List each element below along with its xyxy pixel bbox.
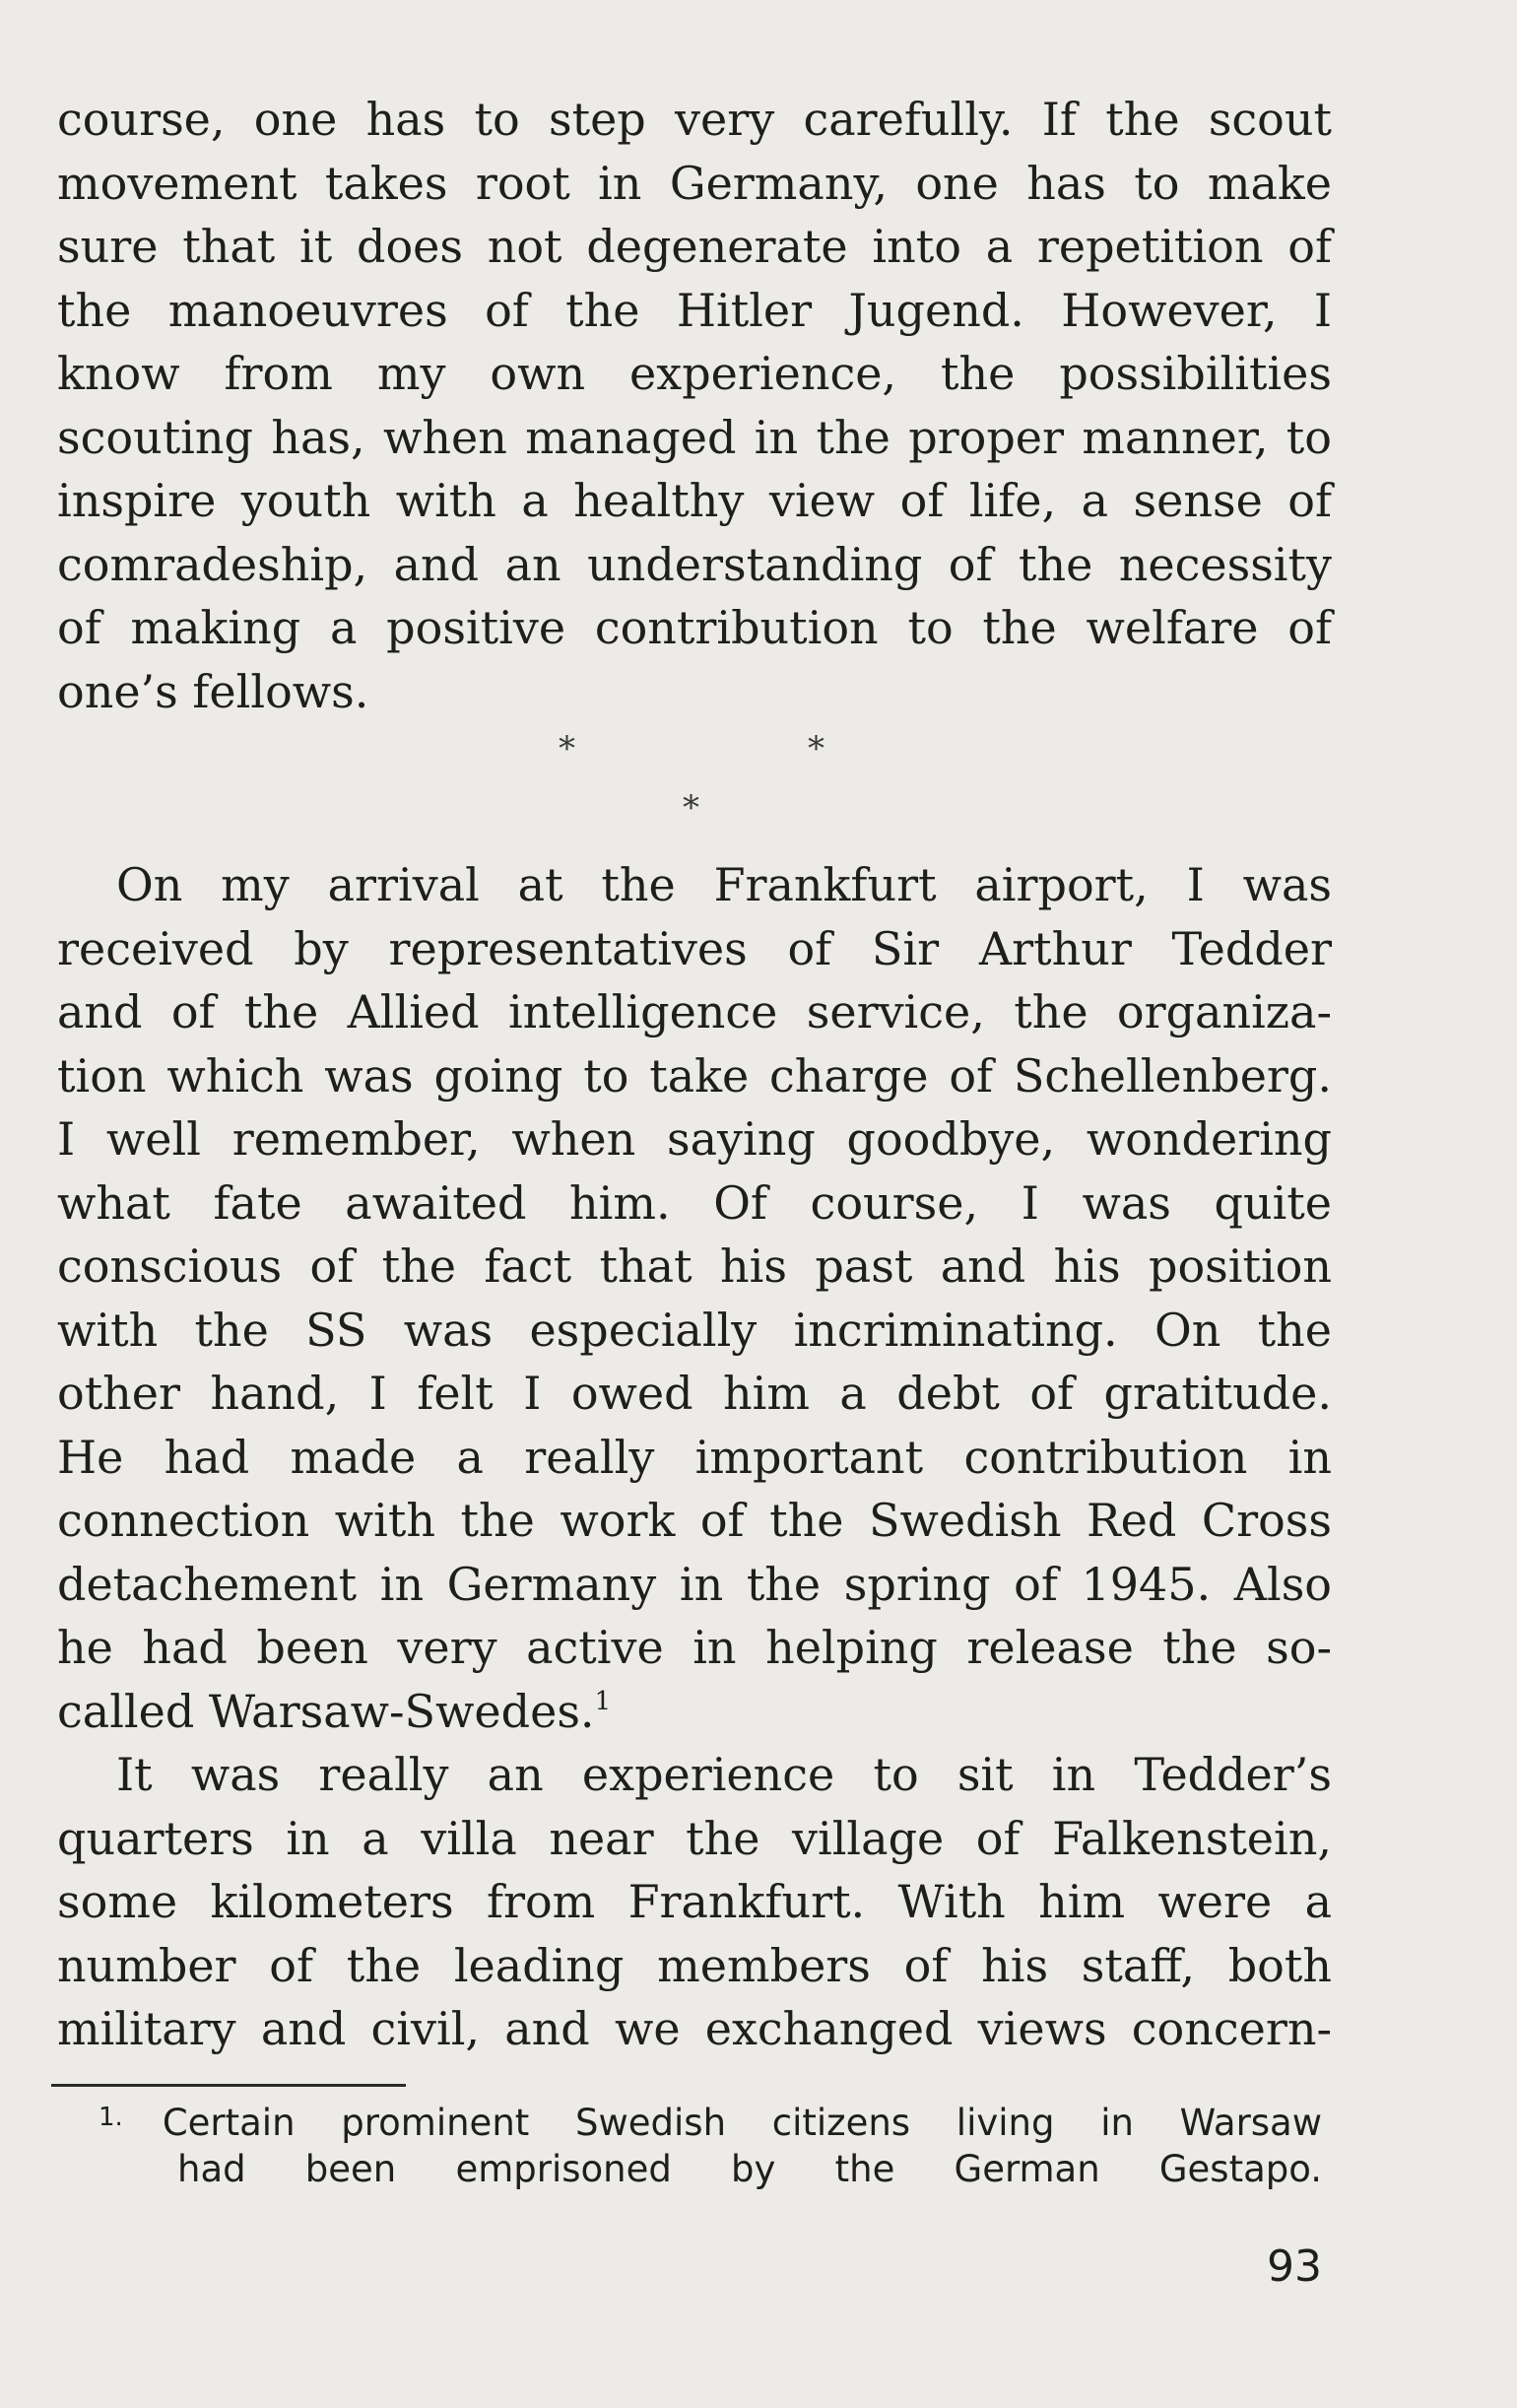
text-line: inspire youth with a healthy view of life, a sense of xyxy=(57,474,1332,527)
text-line: what fate awaited him. Of course, I was quite xyxy=(57,1175,1332,1230)
text-line: sure that it does not degenerate into a repetition of xyxy=(57,220,1332,273)
footnote-marker: 1. xyxy=(99,2103,123,2132)
text-line: movement takes root in Germany, one has to make xyxy=(57,156,1332,210)
text-line: number of the leading members of his staff, both xyxy=(57,1938,1332,1992)
footnote-reference: 1 xyxy=(594,1686,612,1716)
body-paragraph-continued xyxy=(57,88,1332,723)
text-line-with-note xyxy=(57,1680,1332,1744)
text-line: It was really an experience to sit in Tedder’s xyxy=(116,1748,1332,1801)
text-line: He had made a really important contribution in xyxy=(57,1430,1332,1484)
text-line: other hand, I felt I owed him a debt of gratitude. xyxy=(57,1367,1332,1420)
text-line: the manoeuvres of the Hitler Jugend. However, I xyxy=(57,283,1332,337)
text-line: he had been very active in helping release the so- xyxy=(57,1621,1332,1674)
page-number: 93 xyxy=(1267,2241,1322,2292)
text-line: conscious of the fact that his past and his position xyxy=(57,1239,1332,1293)
body-paragraphs xyxy=(57,853,1332,2061)
text-line: connection with the work of the Swedish Red Cross xyxy=(57,1494,1332,1547)
footnote xyxy=(99,2095,1322,2192)
text-line: I well remember, when saying goodbye, wondering xyxy=(57,1112,1332,1166)
section-break-asterisk: * xyxy=(683,788,699,828)
text-line: with the SS was especially incriminating. On the xyxy=(57,1303,1332,1357)
text-line: tion which was going to take charge of Schellenberg. xyxy=(57,1048,1332,1103)
text-line: of making a positive contribution to the welfare of xyxy=(57,601,1332,654)
footnote-text: had been emprisoned by the German Gestapo. xyxy=(177,2148,1322,2190)
text-line: one’s fellows. xyxy=(57,664,369,718)
footnote-divider xyxy=(51,2084,406,2087)
text-line: detachement in Germany in the spring of 1945. Also xyxy=(57,1557,1332,1611)
text-line: some kilometers from Frankfurt. With him were a xyxy=(57,1875,1332,1928)
text-line: comradeship, and an understanding of the necessity xyxy=(57,537,1332,591)
text-line: know from my own experience, the possibilities xyxy=(57,347,1332,400)
text-line: military and civil, and we exchanged views concern- xyxy=(57,2002,1332,2055)
text-line: course, one has to step very carefully. If the scout xyxy=(57,93,1332,146)
text-line: On my arrival at the Frankfurt airport, I was xyxy=(116,858,1332,911)
section-break-asterisk: * xyxy=(559,729,575,769)
text-line: and of the Allied intelligence service, the organiza- xyxy=(57,985,1332,1038)
text-line: scouting has, when managed in the proper manner, to xyxy=(57,410,1332,464)
footnote-text: Certain prominent Swedish citizens living in Warsaw xyxy=(162,2102,1322,2144)
text-line: received by representatives of Sir Arthur Tedder xyxy=(57,921,1332,975)
text-line: quarters in a villa near the village of Falkenstein, xyxy=(57,1811,1332,1865)
section-break-asterisk: * xyxy=(808,729,824,769)
footnote-line xyxy=(99,2095,1322,2146)
text-line: called Warsaw-Swedes. xyxy=(57,1684,595,1738)
